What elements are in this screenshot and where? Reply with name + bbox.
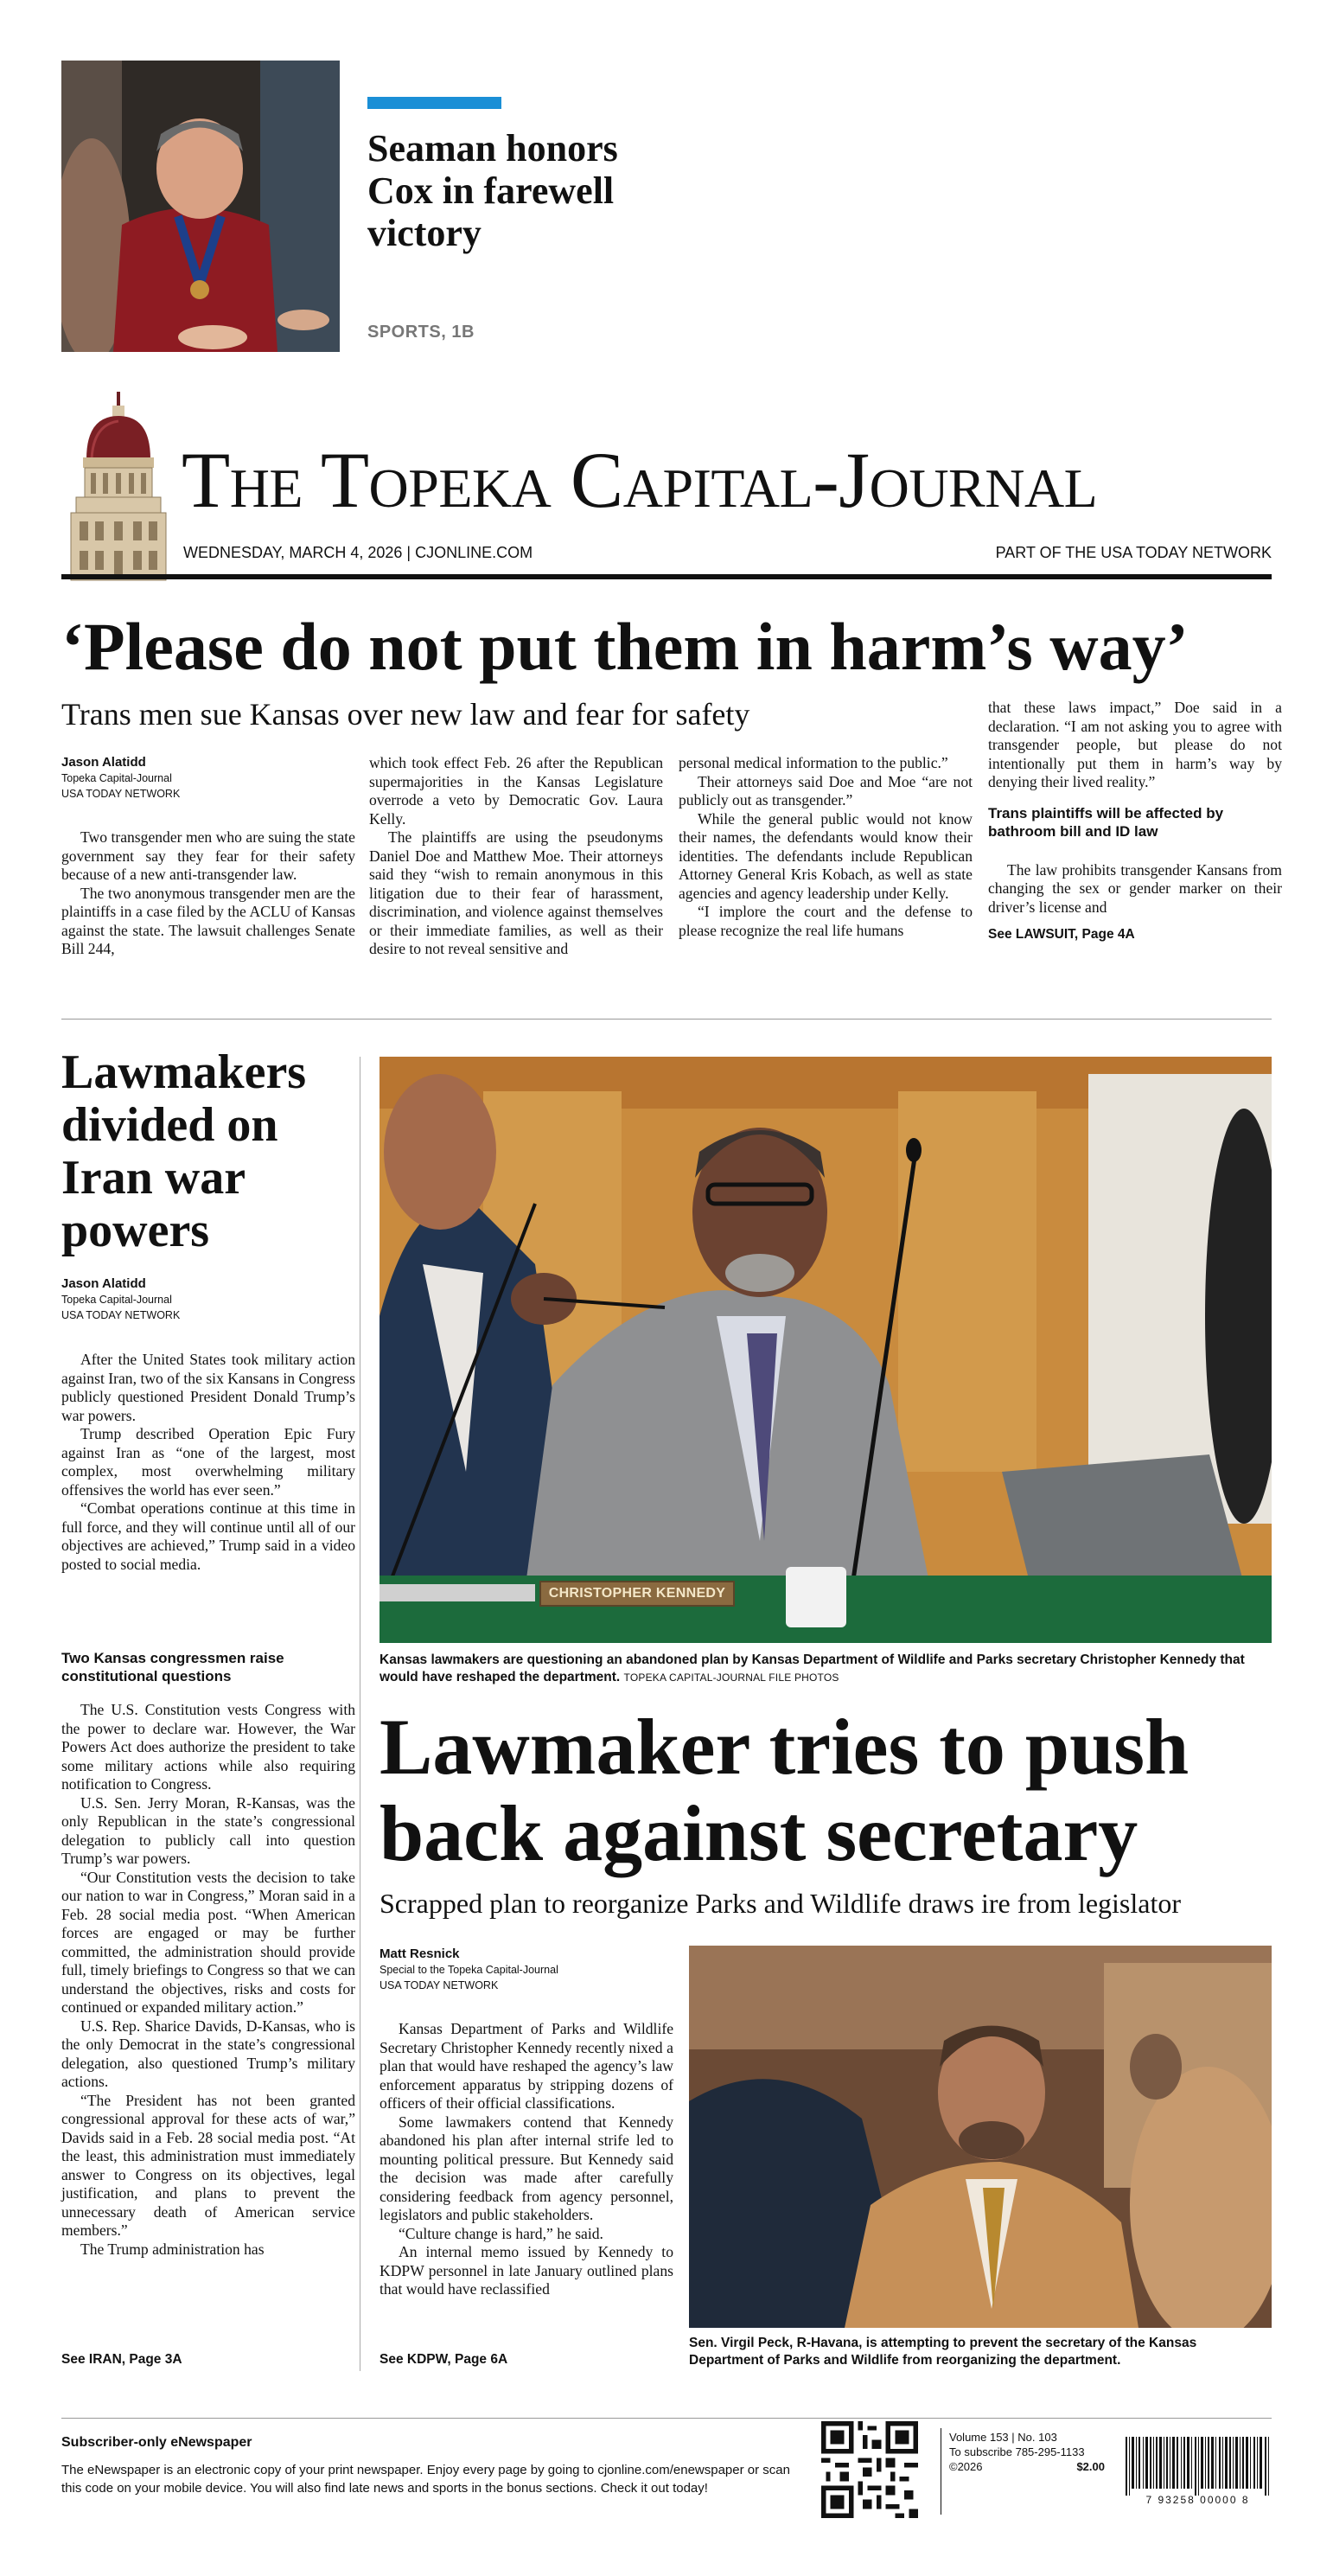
teaser-accent-bar [367,97,501,109]
paragraph: Two transgender men who are suing the state government say they fear for their safety because of a new anti-transgender law. [61,828,355,883]
kdpw-headline[interactable]: Lawmaker tries to push back against secretary [379,1703,1189,1877]
paragraph: Kansas Department of Parks and Wildlife Secretary Christopher Kennedy recently nixed a plan that would have reshaped the agency’s law enforcement apparatus by stripping dozens of officers of their official classifications. [379,2020,673,2112]
barcode-icon [1124,2437,1272,2508]
teaser-headline[interactable]: Seaman honors Cox in farewell victory [367,127,618,254]
lead-headline[interactable]: ‘Please do not put them in harm’s way’ [61,609,1189,684]
peck-photo-caption: Sen. Virgil Peck, R-Havana, is attempting to prevent the secretary of the Kansas Department of Parks and Wildlife from reorganizing the department. [689,2336,1197,2368]
barcode-digits: 7 93258 00000 8 [1145,2494,1250,2506]
masthead-network: PART OF THE USA TODAY NETWORK [995,544,1272,561]
paragraph: “Culture change is hard,” he said. [399,2224,603,2242]
lead-column-2 [369,754,663,959]
lead-subhead: Trans plaintiffs will be affected by bathroom bill and ID law [988,804,1224,840]
paragraph: The plaintiffs are using the pseudonyms Daniel Doe and Matthew Moe. Their attorneys said they “wish to remain anonymous in this litigation due to their fear of harassment, discrimination, and violence against themselves or their immediate families, as well as their desire to not reveal sensitive and [369,828,663,957]
paragraph: An internal memo issued by Kennedy to KDPW personnel in late January outlined plans that would have reclassified [379,2243,673,2298]
teaser-photo [61,61,340,352]
paragraph: U.S. Sen. Jerry Moran, R-Kansas, was the only Republican in the state’s congressional delegation to publicly call into question Trump’s war powers. [61,1793,355,1867]
lead-column-1 [61,828,355,959]
paragraph: Some lawmakers contend that Kennedy abandoned his plan after internal strife led to mounting political pressure. But Kennedy said the decision was made after carefully considering feedback from agency personnel, legislators and public stakeholders. [379,2113,673,2223]
byline-network: USA TODAY NETWORK [61,1309,181,1321]
enews-text: The eNewspaper is an electronic copy of your print newspaper. Enjoy every page by going to cjonline.com/enewspaper or scan this code on your mobile device. You will also find late news and sports in the bonus sections. Check it out today! [61,2463,790,2496]
subscribe-phone: To subscribe 785-295-1133 [949,2445,1085,2458]
paragraph: The law prohibits transgender Kansans from changing the sex or gender marker on their driver’s license and [988,860,1282,916]
kennedy-photo-caption [379,1652,1272,1686]
volume-info [949,2430,1105,2474]
paragraph: The two anonymous transgender men are the plaintiffs in a case filed by the ACLU of Kansas against the state. The lawsuit challenges Senate Bill 244, [61,884,355,957]
nameplate: CHRISTOPHER KENNEDY [539,1581,735,1607]
iran-jump-link[interactable]: See IRAN, Page 3A [61,2352,182,2367]
price: $2.00 [1076,2460,1105,2473]
teaser-section[interactable]: SPORTS, 1B [367,323,475,342]
paragraph: “Combat operations continue at this time in full force, and they will continue until all of our objectives are achieved,” Trump said in a video posted to social media. [61,1499,355,1573]
capitol-dome-icon [67,392,169,584]
paragraph: The U.S. Constitution vests Congress with the power to declare war. However, the War Powers Act does authorize the president to take some military actions while also requiring notification to Congress. [61,1701,355,1793]
paragraph: Trump described Operation Epic Fury against Iran as “one of the largest, most complex, most overwhelming military offensives the world has ever seen.” [61,1425,355,1499]
photo-credit: TOPEKA CAPITAL-JOURNAL FILE PHOTOS [623,1672,839,1684]
paragraph: “I implore the court and the defense to please recognize the real life humans [679,903,973,939]
iran-byline [61,1275,355,1323]
lead-byline [61,754,355,802]
masthead-date-line: WEDNESDAY, MARCH 4, 2026 | CJONLINE.COM [183,544,533,561]
iran-subhead: Two Kansas congressmen raise constitutional questions [61,1650,284,1684]
lead-deck: Trans men sue Kansas over new law and fear for safety [61,697,750,732]
peck-photo [689,1946,1272,2328]
kdpw-jump-link[interactable]: See KDPW, Page 6A [379,2352,508,2367]
masthead-rule [61,574,1272,579]
kdpw-byline [379,1946,673,1993]
qr-code-icon[interactable] [821,2421,918,2518]
kdpw-deck: Scrapped plan to reorganize Parks and Wildlife draws ire from legislator [379,1888,1182,1919]
byline-name: Jason Alatidd [61,1276,146,1291]
byline-network: USA TODAY NETWORK [379,1979,499,1991]
paragraph: U.S. Rep. Sharice Davids, D-Kansas, who is the only Democrat in the state’s congressional delegation, also questioned Trump’s military actions. [61,2017,355,2090]
paragraph: The Trump administration has [80,2240,265,2258]
paragraph: Their attorneys said Doe and Moe “are not publicly out as transgender.” [679,772,973,809]
masthead-title[interactable]: The Topeka Capital-Journal [182,436,1098,524]
copyright: ©2026 [949,2460,983,2473]
enews-title[interactable]: Subscriber-only eNewspaper [61,2435,252,2450]
kennedy-photo [379,1057,1272,1643]
lead-column-4 [988,699,1282,943]
paragraph: which took effect Feb. 26 after the Republican supermajorities in the Kansas Legislature overrode a veto by Democratic Gov. Laura Kelly. [369,754,663,828]
paragraph: personal medical information to the public.” [679,754,948,771]
lead-column-3 [679,754,973,940]
iran-body-a [61,1351,355,1574]
byline-name: Jason Alatidd [61,755,146,770]
paragraph: While the general public would not know their names, the defendants would know their identities. The defendants include Republican Attorney General Kris Kobach, as well as state agencies and agency leadership under Kelly. [679,809,973,902]
caption-text: Kansas lawmakers are questioning an abandoned plan by Kansas Department of Wildlife and Parks secretary Christopher Kennedy that would have reshaped the department. [379,1652,1245,1684]
byline-outlet: Topeka Capital-Journal [61,772,172,784]
volume-number: Volume 153 | No. 103 [949,2431,1057,2444]
lead-jump-link[interactable]: See LAWSUIT, Page 4A [988,927,1135,942]
paragraph: “Our Constitution vests the decision to take our nation to war in Congress,” Moran said in a Feb. 28 social media post. “When American forces are engaged or may be further committed, the administration should provide full, timely briefings to Congress so that we can understand the objectives, risks and costs for continued or expanded military action.” [61,1868,355,2016]
kdpw-body [379,2020,673,2299]
paragraph: that these laws impact,” Doe said in a declaration. “I am not asking you to agree with transgender people, but please do not intentionally put them in harm’s way by denying their lived reality.” [988,699,1282,790]
iran-headline[interactable]: Lawmakers divided on Iran war powers [61,1045,307,1257]
paragraph: “The President has not been granted congressional approval for these acts of war,” Davids said in a Feb. 28 social media post. “At the least, this administration must immediately answer to Congress on its objectives, legal justification, and plans to prevent the unnecessary death of American service members.” [61,2091,355,2239]
byline-outlet: Special to the Topeka Capital-Journal [379,1964,558,1976]
footer-rule [61,2418,1272,2419]
section-divider [61,1019,1272,1020]
iran-body-b [61,1701,355,2259]
byline-name: Matt Resnick [379,1946,460,1961]
byline-network: USA TODAY NETWORK [61,788,181,800]
paragraph: After the United States took military action against Iran, two of the six Kansans in Congress publicly questioned President Donald Trump’s war powers. [61,1351,355,1424]
byline-outlet: Topeka Capital-Journal [61,1294,172,1306]
